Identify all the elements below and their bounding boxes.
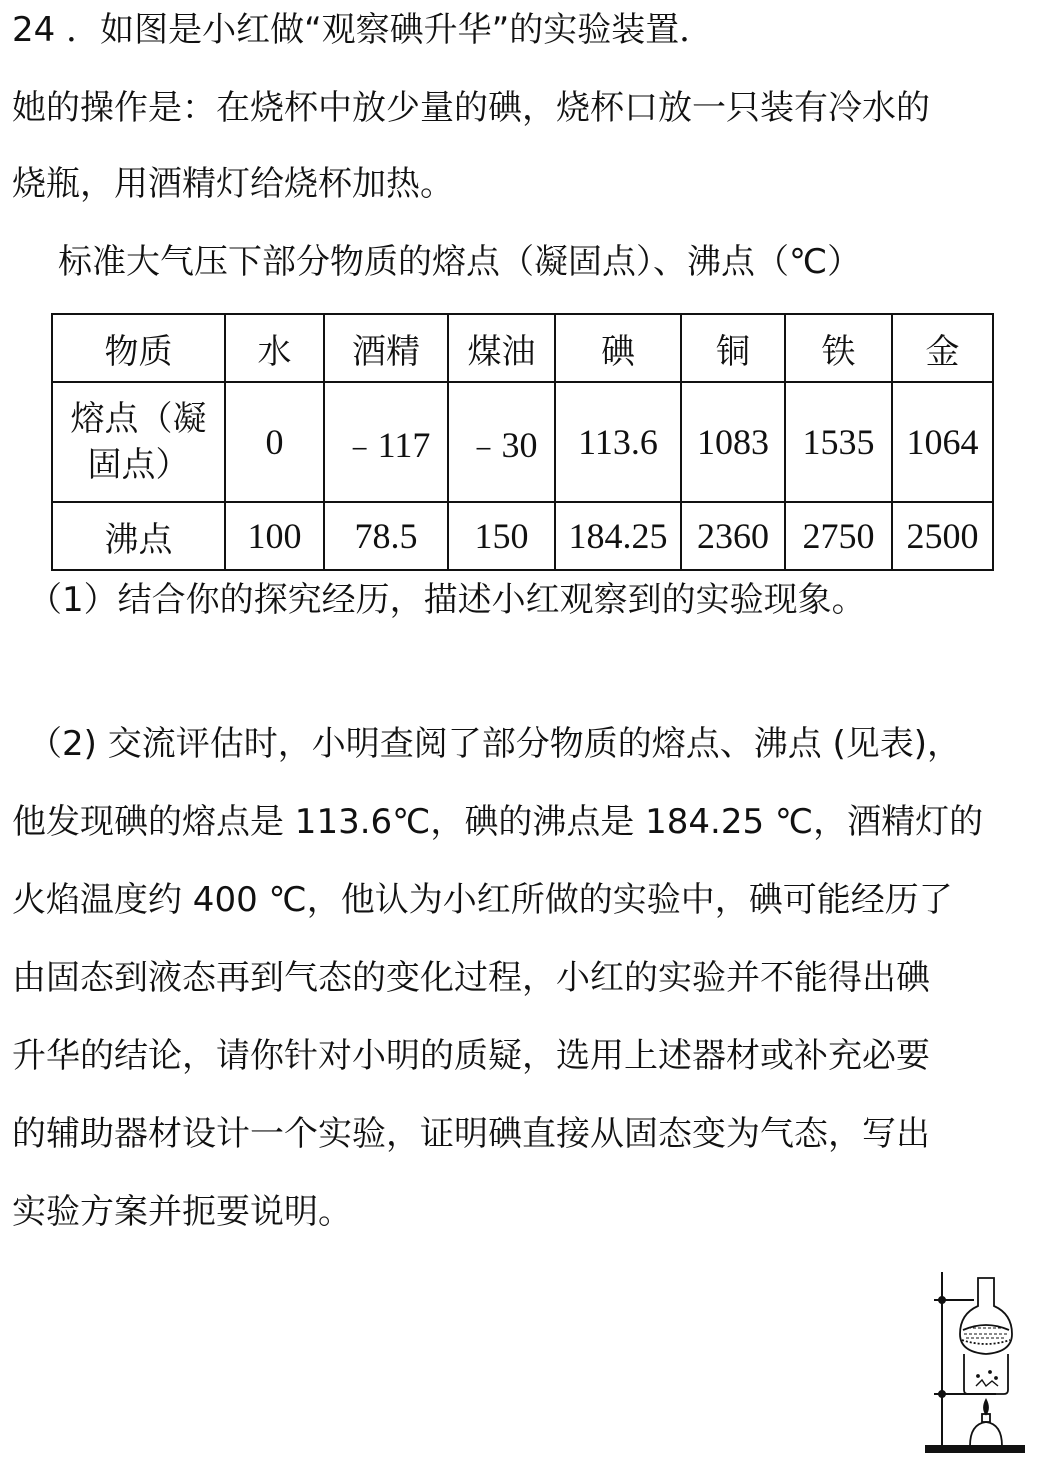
table-row-boiling: [52, 502, 993, 570]
table-cell: 1064: [892, 382, 993, 502]
header-cell: 金: [892, 314, 993, 382]
table-row-melting: [52, 382, 993, 502]
row-label-melting: [52, 382, 225, 502]
row-label-line: 熔点（凝: [70, 399, 207, 439]
question-line-1: 24 ．如图是小红做“观察碘升华”的实验装置．: [12, 10, 714, 50]
part2-line-2: 他发现碘的熔点是 113.6℃，碘的沸点是 184.25 ℃，酒精灯的: [12, 802, 984, 842]
table-cell: 0: [225, 382, 324, 502]
properties-table: [51, 313, 994, 571]
question-line-2: 她的操作是：在烧杯中放少量的碘，烧杯口放一只装有冷水的: [12, 88, 930, 128]
question-line-3: 烧瓶，用酒精灯给烧杯加热。: [12, 164, 454, 204]
header-cell: 铜: [681, 314, 785, 382]
table-cell: 1535: [785, 382, 892, 502]
table-caption: 标准大气压下部分物质的熔点（凝固点）、沸点（℃）: [58, 242, 862, 282]
table-cell: 1083: [681, 382, 785, 502]
table-cell: 100: [225, 502, 324, 570]
header-cell: 物质: [52, 314, 225, 382]
header-cell: 铁: [785, 314, 892, 382]
part2-line-7: 实验方案并扼要说明。: [12, 1192, 352, 1232]
part2-line-1: （2) 交流评估时，小明查阅了部分物质的熔点、沸点 (见表)，: [28, 724, 962, 764]
table-cell: ﹣117: [324, 382, 448, 502]
stand-icon: [926, 1272, 1024, 1452]
table-header-row: [52, 314, 993, 382]
flask-icon: [960, 1278, 1012, 1354]
part1-question: （1）结合你的探究经历，描述小红观察到的实验现象。: [28, 580, 866, 620]
table-cell: 78.5: [324, 502, 448, 570]
part2-line-5: 升华的结论，请你针对小明的质疑，选用上述器材或补充必要: [12, 1036, 930, 1076]
alcohol-lamp-icon: [970, 1400, 1002, 1446]
part2-line-3: 火焰温度约 400 ℃，他认为小红所做的实验中，碘可能经历了: [12, 880, 953, 920]
table-cell: 2360: [681, 502, 785, 570]
table-cell: 2500: [892, 502, 993, 570]
part2-line-6: 的辅助器材设计一个实验，证明碘直接从固态变为气态，写出: [12, 1114, 930, 1154]
header-cell: 酒精: [324, 314, 448, 382]
table-cell: 150: [448, 502, 555, 570]
part2-line-4: 由固态到液态再到气态的变化过程，小红的实验并不能得出碘: [12, 958, 930, 998]
table-cell: 113.6: [555, 382, 681, 502]
experiment-apparatus-figure: [916, 1268, 1028, 1458]
beaker-icon: [964, 1354, 1008, 1394]
row-label-line: 固点）: [87, 445, 190, 485]
header-cell: 碘: [555, 314, 681, 382]
header-cell: 水: [225, 314, 324, 382]
table-cell: 2750: [785, 502, 892, 570]
table-cell: ﹣30: [448, 382, 555, 502]
header-cell: 煤油: [448, 314, 555, 382]
row-label-boiling: 沸点: [52, 502, 225, 570]
table-cell: 184.25: [555, 502, 681, 570]
